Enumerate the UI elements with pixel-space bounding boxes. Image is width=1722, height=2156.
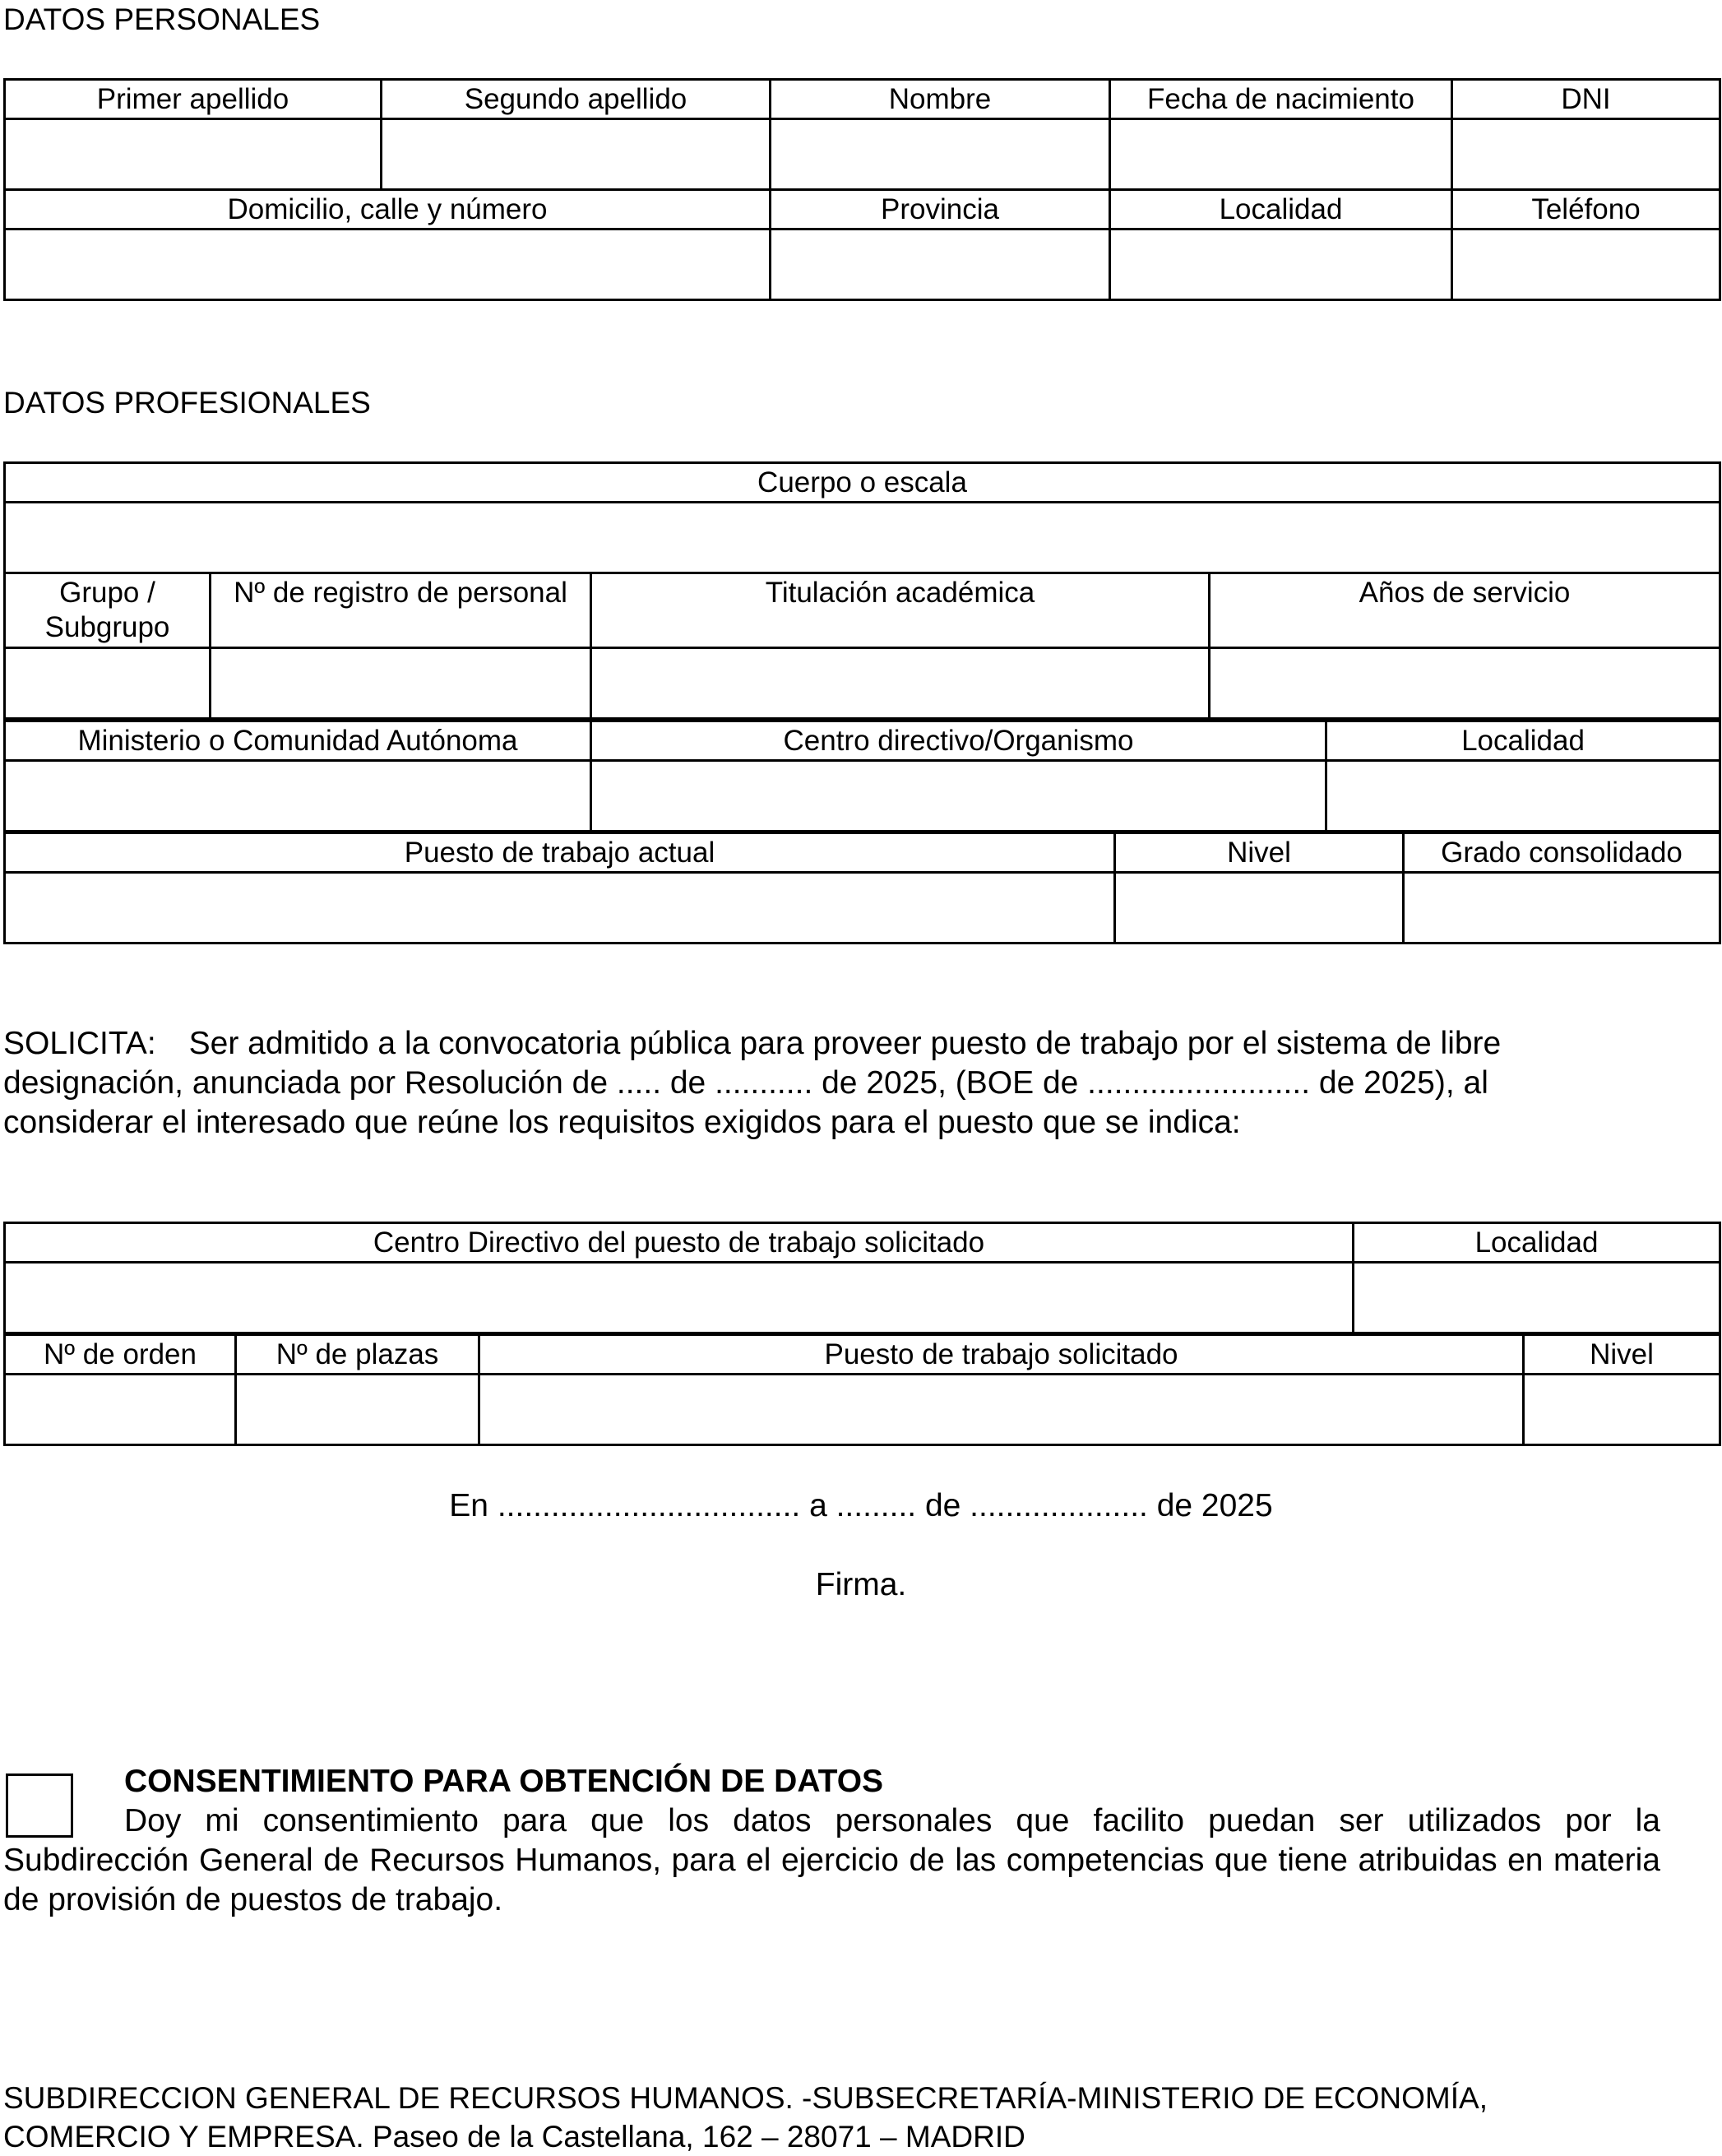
solicita-text: Ser admitido a la convocatoria pública para proveer puesto de trabajo por el sistema de libre designación, anunciada por Resolución de ..... de ........... de 2025, (BOE de ......................... de 2025), al considerar el interesado que reúne los requisitos exigidos para el puesto que se indica: [3, 1026, 1502, 1140]
header-telefono: Teléfono [1452, 190, 1720, 230]
input-ministerio[interactable] [5, 761, 591, 832]
header-segundo-apellido: Segundo apellido [382, 80, 771, 119]
input-registro-personal[interactable] [211, 648, 591, 719]
header-localidad: Localidad [1110, 190, 1452, 230]
header-titulacion: Titulación académica [591, 573, 1210, 648]
footer-line-1: SUBDIRECCION GENERAL DE RECURSOS HUMANOS. -SUBSECRETARÍA-MINISTERIO DE ECONOMÍA, [3, 2081, 1488, 2115]
header-fecha-nacimiento: Fecha de nacimiento [1110, 80, 1452, 119]
requested-post-table-2 [3, 1333, 1721, 1446]
input-titulacion[interactable] [591, 648, 1210, 719]
header-numero-plazas: Nº de plazas [236, 1335, 479, 1375]
header-localidad-solicitada: Localidad [1354, 1223, 1720, 1263]
requested-post-table [3, 1222, 1721, 1334]
header-puesto-actual: Puesto de trabajo actual [5, 833, 1115, 873]
input-numero-plazas[interactable] [236, 1375, 479, 1445]
header-provincia: Provincia [771, 190, 1110, 230]
input-puesto-solicitado[interactable] [479, 1375, 1524, 1445]
header-ministerio: Ministerio o Comunidad Autónoma [5, 721, 591, 761]
header-dni: DNI [1452, 80, 1720, 119]
input-dni[interactable] [1452, 119, 1720, 190]
consent-checkbox[interactable] [6, 1773, 73, 1838]
header-localidad-profesional: Localidad [1326, 721, 1720, 761]
input-anos-servicio[interactable] [1210, 648, 1720, 719]
professional-data-table [3, 461, 1721, 720]
input-cuerpo-escala[interactable] [5, 503, 1720, 573]
header-anos-servicio: Años de servicio [1210, 573, 1720, 648]
header-nombre: Nombre [771, 80, 1110, 119]
input-nombre[interactable] [771, 119, 1110, 190]
header-numero-orden: Nº de orden [5, 1335, 236, 1375]
input-centro-directivo-solicitado[interactable] [5, 1263, 1354, 1333]
input-numero-orden[interactable] [5, 1375, 236, 1445]
input-localidad-solicitada[interactable] [1354, 1263, 1720, 1333]
personal-data-table [3, 78, 1721, 301]
personal-section-title: DATOS PERSONALES [3, 2, 321, 36]
footer-line-2: COMERCIO Y EMPRESA. Paseo de la Castellana, 162 – 28071 – MADRID [3, 2120, 1025, 2154]
input-telefono[interactable] [1452, 230, 1720, 300]
input-grupo-subgrupo[interactable] [5, 648, 211, 719]
input-localidad[interactable] [1110, 230, 1452, 300]
solicita-paragraph [3, 1024, 1640, 1143]
input-segundo-apellido[interactable] [382, 119, 771, 190]
header-grado-consolidado: Grado consolidado [1404, 833, 1720, 873]
professional-data-table-2 [3, 720, 1721, 832]
header-nivel: Nivel [1115, 833, 1404, 873]
professional-section-title: DATOS PROFESIONALES [3, 386, 371, 420]
header-centro-directivo: Centro directivo/Organismo [591, 721, 1326, 761]
input-grado-consolidado[interactable] [1404, 873, 1720, 944]
header-cuerpo-escala: Cuerpo o escala [5, 463, 1720, 503]
header-registro-personal: Nº de registro de personal [211, 573, 591, 648]
header-centro-directivo-solicitado: Centro Directivo del puesto de trabajo solicitado [5, 1223, 1354, 1263]
header-domicilio: Domicilio, calle y número [5, 190, 771, 230]
consent-first-line: Doy mi consentimiento para que los datos personales que facilito puedan ser utilizados por la [124, 1803, 1660, 1838]
input-nivel-solicitado[interactable] [1524, 1375, 1720, 1445]
input-fecha-nacimiento[interactable] [1110, 119, 1452, 190]
professional-data-table-3 [3, 832, 1721, 944]
place-date-line: En .................................. a ......... de .................... de 2025 [449, 1488, 1273, 1523]
firma-label: Firma. [815, 1567, 907, 1602]
input-centro-directivo[interactable] [591, 761, 1326, 832]
input-nivel[interactable] [1115, 873, 1404, 944]
input-localidad-profesional[interactable] [1326, 761, 1720, 832]
solicita-label: SOLICITA: [3, 1026, 156, 1061]
input-primer-apellido[interactable] [5, 119, 382, 190]
header-nivel-solicitado: Nivel [1524, 1335, 1720, 1375]
consent-rest: Subdirección General de Recursos Humanos, para el ejercicio de las competencias que tiene atribuidas en materia de provisión de puestos de trabajo. [3, 1843, 1660, 1917]
header-grupo-subgrupo: Grupo / Subgrupo [5, 573, 211, 648]
header-primer-apellido: Primer apellido [5, 80, 382, 119]
consent-title: CONSENTIMIENTO PARA OBTENCIÓN DE DATOS [124, 1764, 884, 1799]
input-puesto-actual[interactable] [5, 873, 1115, 944]
input-provincia[interactable] [771, 230, 1110, 300]
header-puesto-solicitado: Puesto de trabajo solicitado [479, 1335, 1524, 1375]
input-domicilio[interactable] [5, 230, 771, 300]
